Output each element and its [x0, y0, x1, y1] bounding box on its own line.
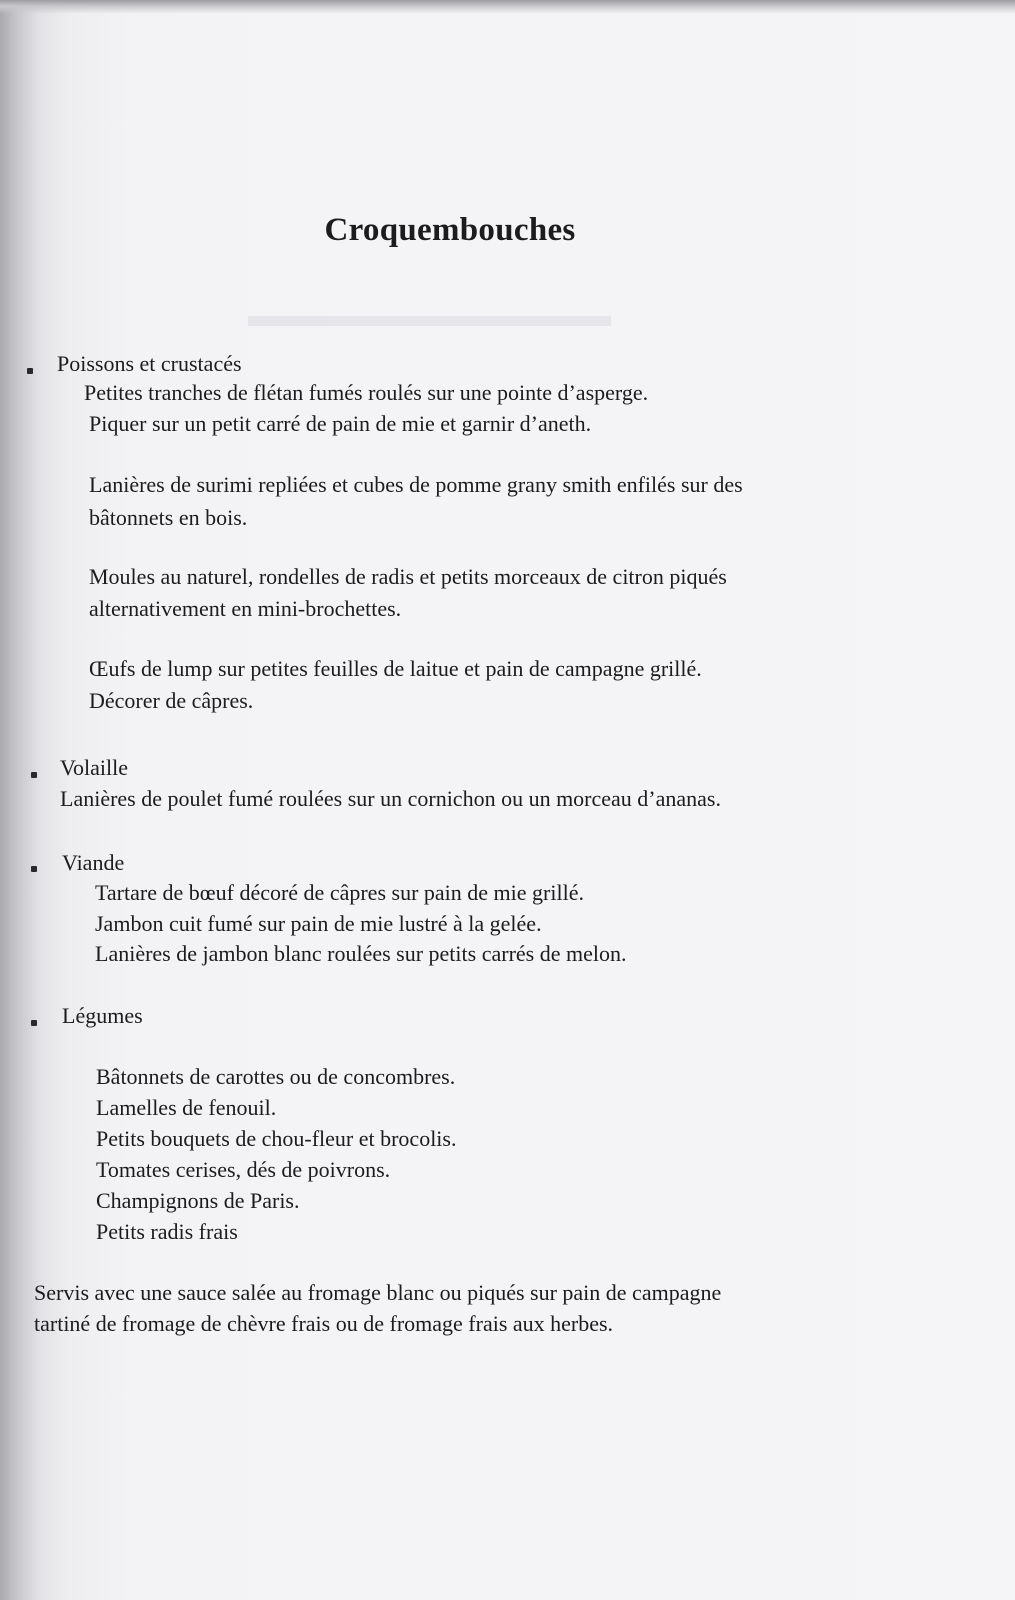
bullet-legumes [31, 1020, 37, 1026]
legumes-line-3: Petits bouquets de chou-fleur et brocolis. [96, 1126, 457, 1151]
bullet-volaille [31, 772, 37, 778]
poissons-line-8: Décorer de câpres. [89, 688, 254, 713]
section-heading-poissons: Poissons et crustacés [57, 351, 242, 376]
viande-line-3: Lanières de jambon blanc roulées sur petits carrés de melon. [95, 941, 627, 966]
show-through-shadow: ▬▬▬▬▬▬▬▬▬▬▬ [248, 298, 611, 334]
poissons-line-7: Œufs de lump sur petites feuilles de laitue et pain de campagne grillé. [89, 656, 702, 681]
legumes-line-4: Tomates cerises, dés de poivrons. [96, 1157, 391, 1182]
poissons-line-4: bâtonnets en bois. [89, 505, 248, 530]
closing-line-1: Servis avec une sauce salée au fromage blanc ou piqués sur pain de campagne [34, 1280, 722, 1305]
poissons-line-3: Lanières de surimi repliées et cubes de pomme grany smith enfilés sur des [89, 472, 743, 497]
section-heading-legumes: Légumes [62, 1003, 143, 1028]
section-heading-volaille: Volaille [60, 755, 129, 780]
page-title: Croquembouches [324, 212, 576, 248]
legumes-line-1: Bâtonnets de carottes ou de concombres. [96, 1064, 456, 1089]
legumes-line-6: Petits radis frais [96, 1219, 238, 1244]
legumes-line-2: Lamelles de fenouil. [96, 1095, 277, 1120]
closing-line-2: tartiné de fromage de chèvre frais ou de fromage frais aux herbes. [34, 1311, 614, 1336]
section-heading-viande: Viande [62, 850, 125, 875]
viande-line-2: Jambon cuit fumé sur pain de mie lustré à la gelée. [95, 911, 542, 936]
viande-line-1: Tartare de bœuf décoré de câpres sur pain de mie grillé. [95, 880, 584, 905]
bullet-poissons [27, 368, 33, 374]
volaille-line-1: Lanières de poulet fumé roulées sur un cornichon ou un morceau d’ananas. [60, 786, 721, 811]
poissons-line-6: alternativement en mini-brochettes. [89, 596, 402, 621]
legumes-line-5: Champignons de Paris. [96, 1188, 300, 1213]
page-top-edge [0, 0, 1015, 14]
bullet-viande [31, 866, 37, 872]
poissons-line-5: Moules au naturel, rondelles de radis et petits morceaux de citron piqués [89, 564, 727, 589]
poissons-line-2: Piquer sur un petit carré de pain de mie et garnir d’aneth. [89, 411, 592, 436]
poissons-line-1: Petites tranches de flétan fumés roulés sur une pointe d’asperge. [84, 380, 649, 405]
